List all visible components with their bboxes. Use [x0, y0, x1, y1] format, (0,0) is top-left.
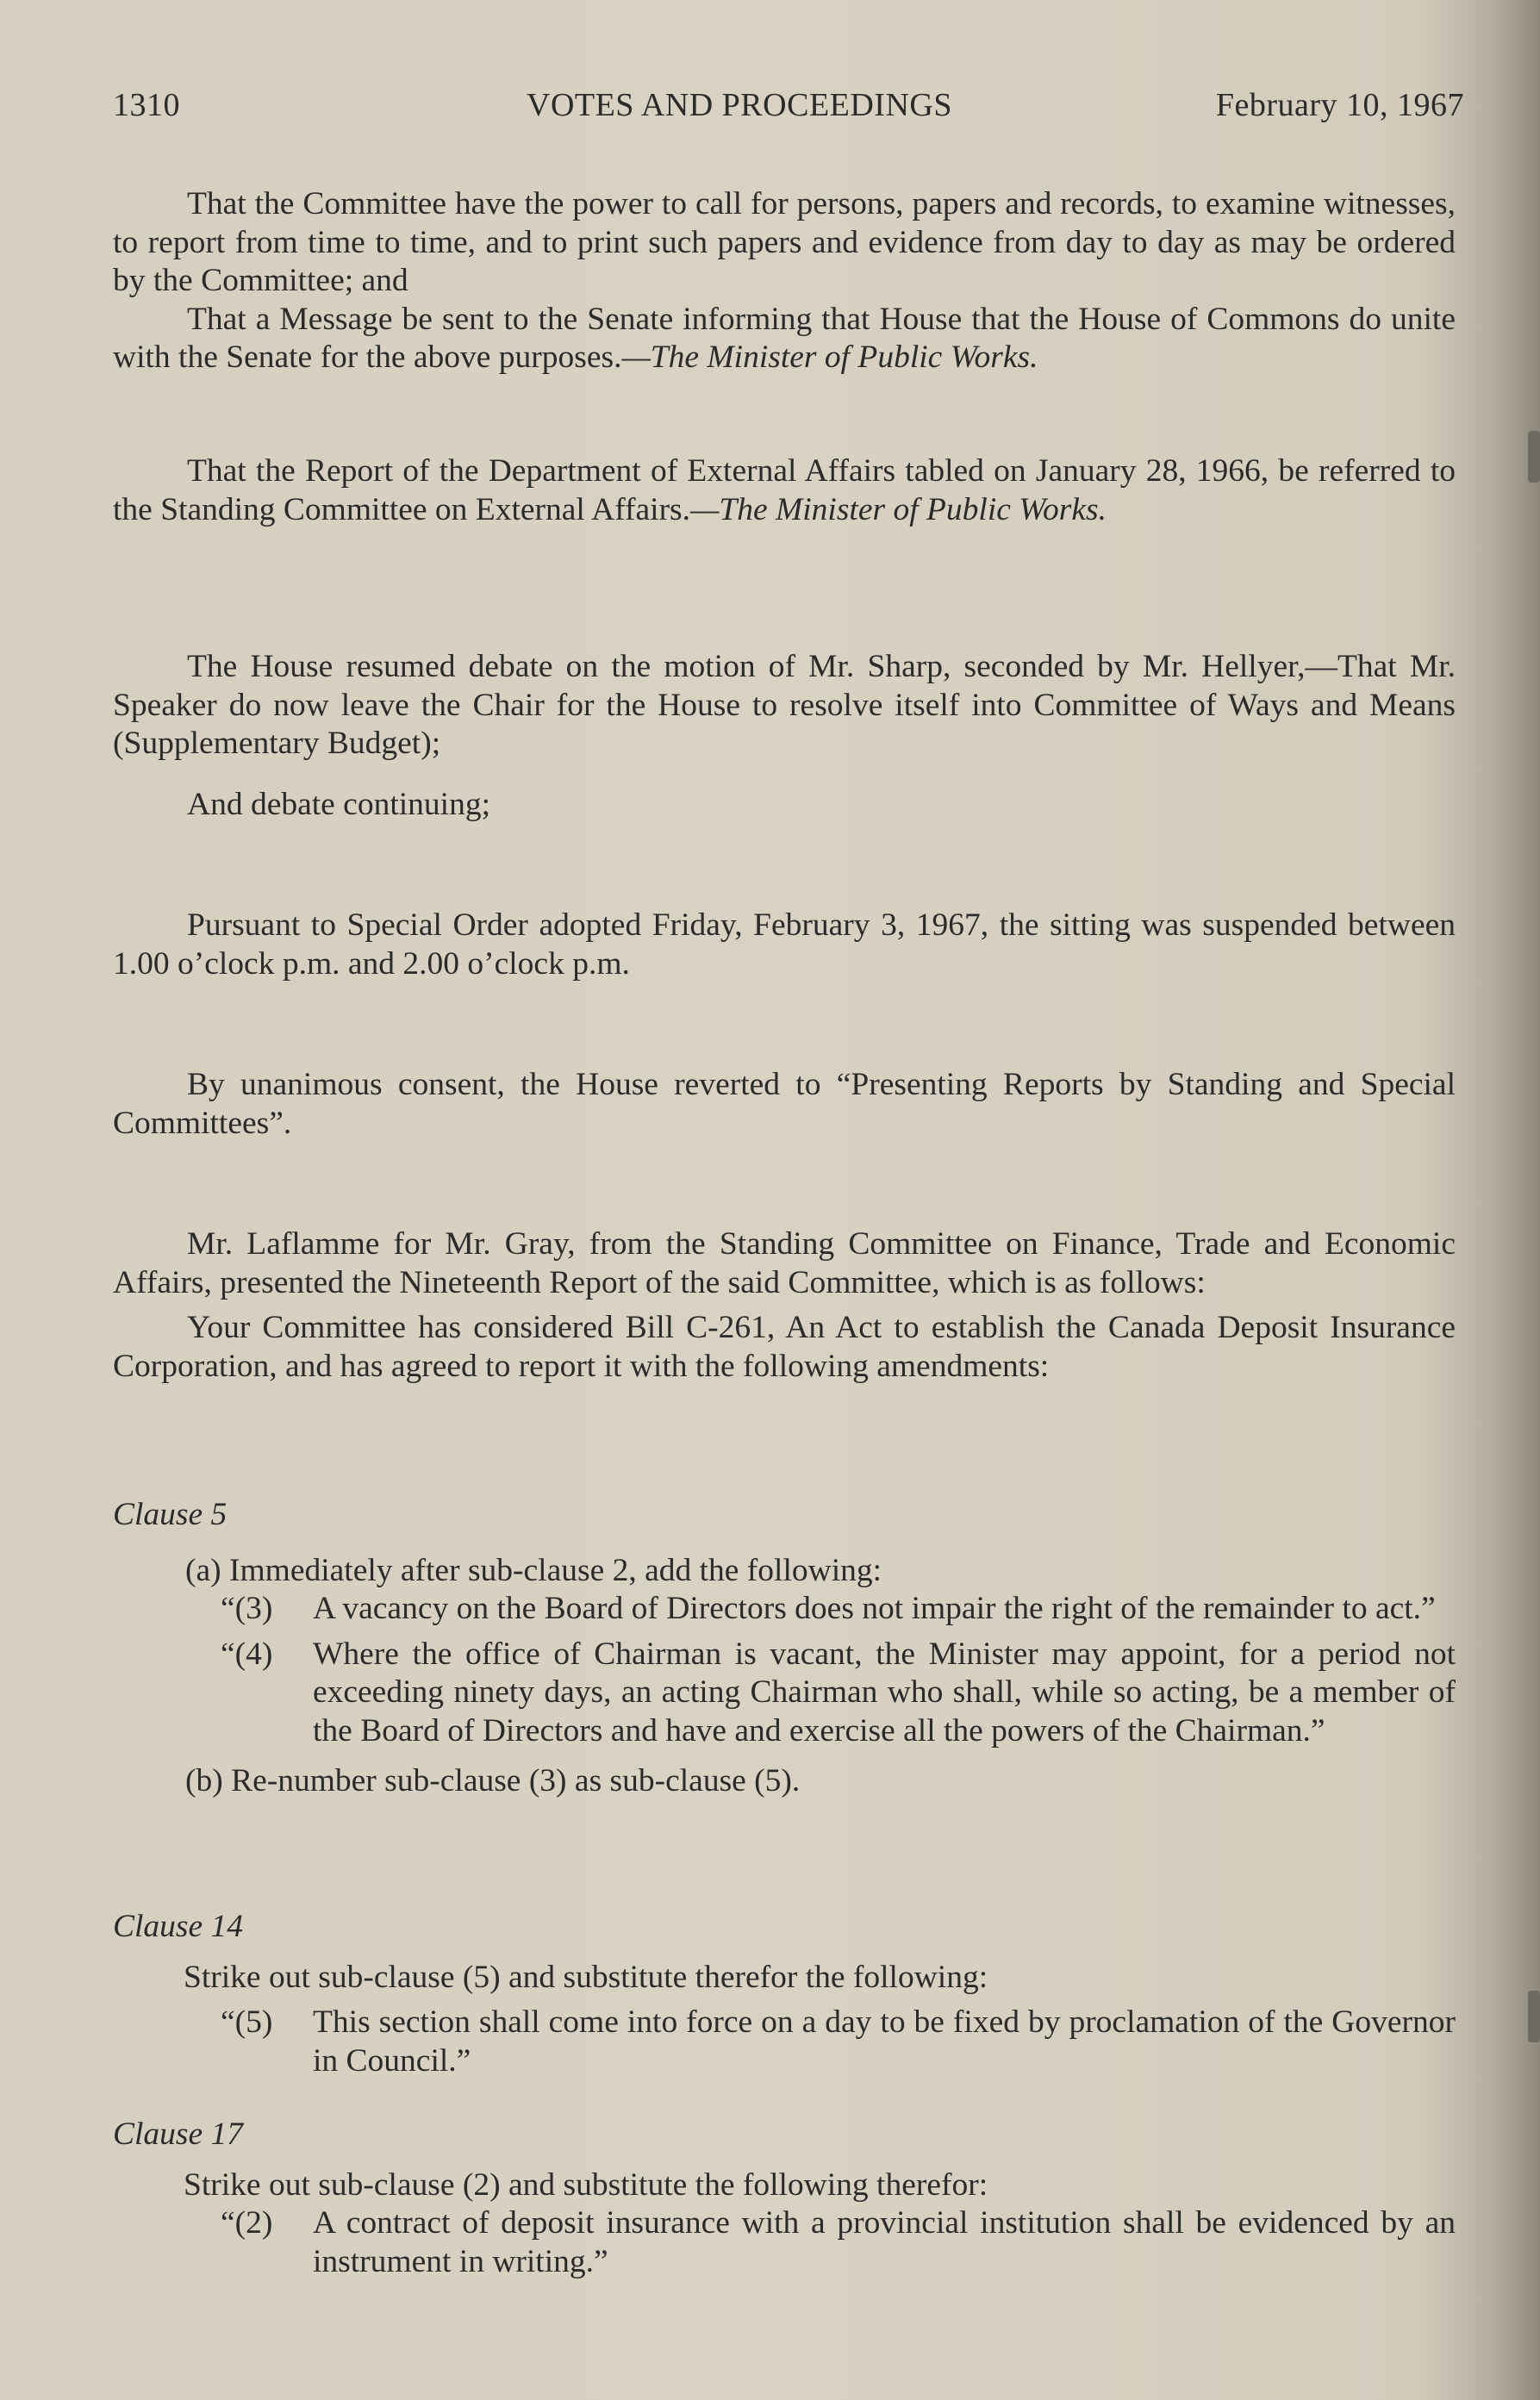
debate-block	[113, 648, 1456, 824]
clause-17	[113, 2116, 1456, 2281]
paragraph: Mr. Laflamme for Mr. Gray, from the Standing Committee on Finance, Trade and Economic Affairs, presented the Nineteenth Report of the said Committee, which is as follows:	[113, 1226, 1456, 1300]
referral-block	[113, 452, 1456, 529]
signature: —The Minister of Public Works.	[690, 491, 1107, 527]
clause-item: Strike out sub-clause (5) and substitute therefor the following:	[184, 1959, 988, 1995]
page-number: 1310	[113, 87, 180, 123]
paragraph: Pursuant to Special Order adopted Friday, February 3, 1967, the sitting was suspended between 1.00 o’clock p.m. and 2.00 o’clock p.m.	[113, 907, 1456, 982]
clause-item: Strike out sub-clause (2) and substitute the following therefor:	[184, 2166, 988, 2203]
signature: —The Minister of Public Works.	[621, 340, 1038, 375]
paragraph: And debate continuing;	[187, 786, 491, 822]
sub-clause: “(4) Where the office of Chairman is vacant, the Minister may appoint, for a period not exceeding ninety days, an acting Chairman who shall, while so acting, be a member of the Board of Directors and have and exercise all the powers of the Chairman.”	[221, 1636, 1456, 1749]
suspension-block	[113, 907, 1456, 983]
consent-block	[113, 1066, 1456, 1143]
clause-item: (a) Immediately after sub-clause 2, add the following:	[185, 1552, 882, 1588]
binding-tab	[1528, 1991, 1540, 2042]
paragraph: That the Committee have the power to call for persons, papers and records, to examine witnesses, to report from time to time, and to print such papers and evidence from day to day as may be ordered by the Committee; and	[113, 186, 1456, 298]
clause-item: (b) Re-number sub-clause (3) as sub-clause (5).	[185, 1763, 801, 1798]
paragraph: By unanimous consent, the House reverted to “Presenting Reports by Standing and Special Committees”.	[113, 1067, 1456, 1141]
paragraph: That a Message be sent to the Senate informing that House that the House of Commons do unite with the Senate for the above purposes.—The Minister of Public Works.	[113, 301, 1456, 375]
paragraph: Your Committee has considered Bill C-261, An Act to establish the Canada Deposit Insurance Corporation, and has agreed to report it with the following amendments:	[113, 1310, 1456, 1384]
sub-clause: “(3) A vacancy on the Board of Directors does not impair the right of the remainder to act.”	[221, 1591, 1436, 1626]
committee-motion-block	[113, 185, 1456, 377]
report-block	[113, 1225, 1456, 1386]
clause-heading: Clause 17	[113, 2116, 244, 2152]
page-header	[113, 86, 1464, 129]
journal-title: VOTES AND PROCEEDINGS	[527, 87, 952, 123]
clause-heading: Clause 14	[113, 1909, 244, 1944]
header-date: February 10, 1967	[1215, 87, 1464, 123]
sub-clause: “(2) A contract of deposit insurance with a provincial institution shall be evidenced by an instrument in writing.”	[221, 2205, 1456, 2279]
clause-heading: Clause 5	[113, 1497, 228, 1532]
sub-clause: “(5) This section shall come into force on a day to be fixed by proclamation of the Governor in Council.”	[221, 2004, 1456, 2079]
paragraph: That the Report of the Department of External Affairs tabled on January 28, 1966, be referred to the Standing Committee on External Affairs.—The Minister of Public Works.	[113, 453, 1456, 527]
clause-14	[113, 1908, 1456, 2080]
clause-5	[113, 1496, 1456, 1801]
paragraph: The House resumed debate on the motion of Mr. Sharp, seconded by Mr. Hellyer,—That Mr. Speaker do now leave the Chair for the House to resolve itself into Committee of Ways and Means (Supplementary Budget);	[113, 649, 1456, 761]
binding-tab	[1528, 431, 1540, 483]
